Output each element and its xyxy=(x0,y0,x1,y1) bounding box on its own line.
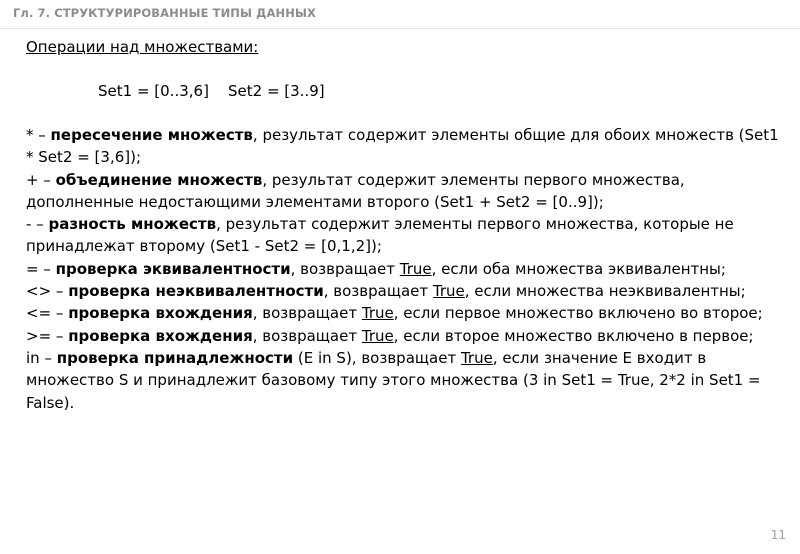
operation-description: , результат содержит элементы первого множества, которые не принадлежат второму (Set1 - Set2 = [0,1,2]); xyxy=(26,215,734,256)
operation-equivalence xyxy=(26,258,786,280)
operation-name: проверка эквивалентности xyxy=(55,259,291,278)
operation-symbol: * – xyxy=(26,126,51,144)
operation-description-end: , если второе множество включено в первое; xyxy=(393,326,754,345)
true-keyword: True xyxy=(460,348,493,367)
operation-symbol: <> – xyxy=(26,282,69,301)
true-keyword: True xyxy=(399,259,432,278)
true-keyword: True xyxy=(432,282,465,301)
true-keyword: True xyxy=(361,326,394,345)
operation-union xyxy=(26,169,786,214)
operation-difference xyxy=(26,213,786,258)
section-heading: Операции над множествами: xyxy=(26,38,259,56)
operation-description: , возвращает xyxy=(252,326,362,345)
operation-description-end: , если множества неэквивалентны; xyxy=(464,282,746,301)
operation-description-end: , если первое множество включено во второе; xyxy=(393,304,763,323)
operation-description: , возвращает xyxy=(323,282,433,301)
operation-symbol: = – xyxy=(26,259,56,278)
operation-name: проверка вхождения xyxy=(68,304,253,323)
set2-definition: Set2 = [3..9] xyxy=(228,82,325,100)
set-definitions xyxy=(98,82,325,100)
page-number: 11 xyxy=(770,528,786,542)
operation-non-equivalence xyxy=(26,280,786,302)
operation-name: проверка вхождения xyxy=(68,326,253,345)
true-keyword: True xyxy=(361,304,394,323)
operation-subset xyxy=(26,302,786,324)
operation-description: , результат содержит элементы первого множества, дополненные недостающими элементами второго (Set1 + Set2 = [0..9]); xyxy=(26,170,685,211)
operation-symbol: >= – xyxy=(26,326,69,345)
operation-symbol: + – xyxy=(26,170,56,189)
operation-name: объединение множеств xyxy=(55,170,263,189)
set1-definition: Set1 = [0..3,6] xyxy=(98,82,209,100)
operation-intersection xyxy=(26,124,786,169)
operation-symbol: <= – xyxy=(26,304,69,323)
operation-name: пересечение множеств xyxy=(50,126,253,144)
operations-list xyxy=(26,124,786,414)
operation-symbol: in – xyxy=(26,348,57,367)
operation-superset xyxy=(26,325,786,347)
operation-name: разность множеств xyxy=(48,215,217,234)
operation-membership xyxy=(26,347,786,414)
operation-description: (E in S), возвращает xyxy=(293,348,461,367)
operation-name: проверка принадлежности xyxy=(56,348,294,367)
chapter-title: Гл. 7. СТРУКТУРИРОВАННЫЕ ТИПЫ ДАННЫХ xyxy=(13,6,316,20)
operation-description-end: , если оба множества эквивалентны; xyxy=(431,259,726,278)
operation-description: , результат содержит элементы общие для обоих множеств (Set1 * Set2 = [3,6]); xyxy=(26,126,779,167)
operation-description-end: , если значение E входит в множество S и принадлежит базовому типу этого множества (3 in Set1 = True, 2*2 in Set1 = False). xyxy=(26,348,761,412)
operation-name: проверка неэквивалентности xyxy=(68,282,324,301)
slide-header xyxy=(0,0,800,29)
operation-symbol: - – xyxy=(26,215,49,234)
operation-description: , возвращает xyxy=(290,259,400,278)
operation-description: , возвращает xyxy=(252,304,362,323)
